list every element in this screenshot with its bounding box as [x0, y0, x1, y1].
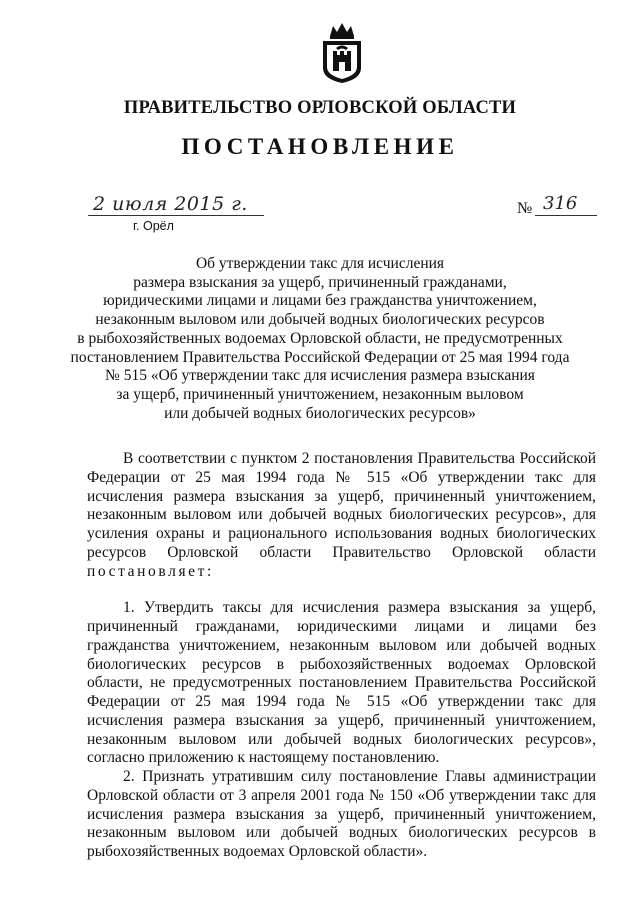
preamble-text: В соответствии с пунктом 2 постановления Правительства Российской Федерации от 25 мая 1994 года № 515 «Об утверждении такс для исчисления размера взыскания за ущерб, причиненный уничтожением, незаконным выловом или добычей водных биологических ресурсов», для усиления охраны и рационального использования водных биологических ресурсов Орловской области Правительство Орловской области	[87, 450, 596, 561]
handwritten-date: 2 июля 2015 г.	[93, 193, 248, 215]
number-label: №	[517, 200, 533, 217]
handwritten-number: 316	[543, 193, 578, 214]
number-underline	[535, 215, 597, 216]
title-line: или добычей водных биологических ресурсов»	[164, 404, 476, 422]
title-line: постановлением Правительства Российской Федерации от 25 мая 1994 года	[70, 348, 570, 366]
title-line: в рыбохозяйственных водоемах Орловской области, не предусмотренных	[77, 329, 563, 347]
title-line: Об утверждении такс для исчисления	[195, 255, 445, 272]
document-title	[60, 255, 580, 423]
item-2-paragraph: 2. Признать утратившим силу постановление Главы администрации Орловской области от 3 апреля 2001 года № 150 «Об утверждении такс для исчисления размера взыскания за ущерб, причиненный уничтожением, незаконным выловом или добычей водных биологических ресурсов в рыбохозяйственных водоемах Орловской области».	[87, 768, 596, 860]
title-line: за ущерб, причиненный уничтожением, незаконным выловом	[116, 385, 524, 403]
item-1-paragraph: 1. Утвердить таксы для исчисления размера взыскания за ущерб, причиненный гражданами, юридическими лицами и лицами без гражданства уничтожением, незаконным выловом или добычей водных биологических ресурсов в рыбохозяйственных водоемах Орловской области, не предусмотренных постановлением Правительства Российской Федерации от 25 мая 1994 года № 515 «Об утверждении такс для исчисления размера взыскания за ущерб, причиненный уничтожением, незаконным выловом или добычей водных биологических ресурсов», согласно приложению к настоящему постановлению.	[87, 599, 596, 767]
document-type: ПОСТАНОВЛЕНИЕ	[181, 134, 459, 159]
document-body	[87, 450, 596, 862]
preamble-paragraph	[87, 450, 596, 581]
title-line: незаконным выловом или добычей водных биологических ресурсов	[95, 311, 545, 329]
organization-name: ПРАВИТЕЛЬСТВО ОРЛОВСКОЙ ОБЛАСТИ	[123, 98, 517, 118]
title-line: размера взыскания за ущерб, причиненный гражданами,	[133, 273, 507, 291]
city-label: г. Орёл	[133, 219, 174, 233]
title-line: юридическими лицами и лицами без гражданства уничтожением,	[103, 292, 537, 310]
date-underline	[88, 215, 264, 216]
resolves-word: постановляет:	[87, 562, 214, 580]
title-line: № 515 «Об утверждении такс для исчисления размера взыскания	[105, 367, 535, 385]
coat-of-arms-icon	[321, 22, 363, 84]
